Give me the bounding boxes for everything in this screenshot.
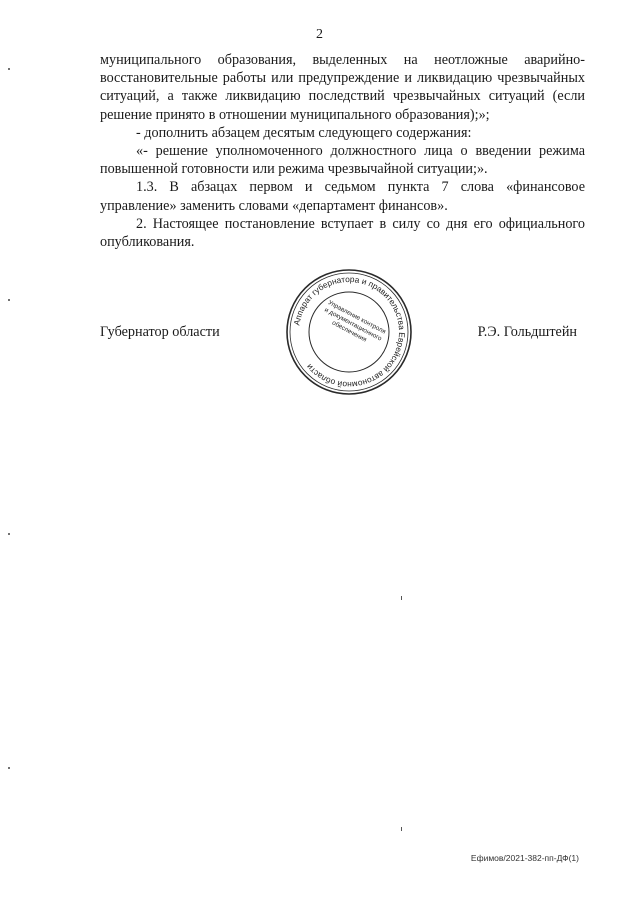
official-seal-stamp bbox=[283, 266, 415, 398]
seal-inner-text bbox=[309, 298, 389, 367]
document-body bbox=[100, 51, 585, 251]
scan-mark bbox=[8, 68, 10, 70]
paragraph-item-2: 2. Настоящее постановление вступает в силу со дня его официального опубликования. bbox=[100, 215, 585, 251]
seal-outer-text: Аппарат губернатора и правительства Еврейской автономной области bbox=[291, 273, 408, 391]
scan-mark bbox=[8, 533, 10, 535]
signatory-name: Р.Э. Гольдштейн bbox=[477, 324, 577, 340]
scan-mark bbox=[8, 767, 10, 769]
seal-graphic bbox=[283, 266, 415, 398]
scan-mark bbox=[8, 299, 10, 301]
seal-inner-text-content: Управление контроля и документационного обеспечения bbox=[323, 299, 387, 344]
page-number: 2 bbox=[316, 27, 323, 42]
paragraph-amendment-intro: - дополнить абзацем десятым следующего содержания: bbox=[136, 124, 472, 141]
paragraph-continuation: муниципального образования, выделенных на неотложные аварийно-восстановительные работы или предупреждение и ликвидацию чрезвычайных ситуаций, а также ликвидацию последствий чрезвычайных ситуаций (если решение принято в отношении муниципального образования);»; bbox=[100, 52, 585, 123]
scan-mark bbox=[401, 827, 402, 831]
scan-mark bbox=[401, 596, 402, 600]
signatory-position: Губернатор области bbox=[100, 324, 220, 340]
document-reference-code: Ефимов/2021-382-пп-ДФ(1) bbox=[470, 853, 579, 863]
paragraph-item-1-3: 1.3. В абзацах первом и седьмом пункта 7 слова «финансовое управление» заменить словами «департамент финансов». bbox=[100, 179, 585, 214]
paragraph-amendment-text: «- решение уполномоченного должностного лица о введении режима повышенной готовности или режима чрезвычайной ситуации;». bbox=[100, 143, 585, 178]
